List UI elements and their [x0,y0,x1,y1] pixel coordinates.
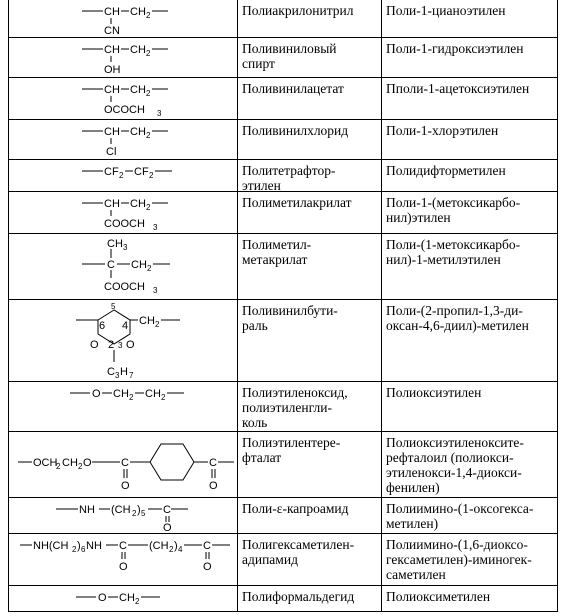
svg-text:2: 2 [169,545,174,554]
structural-formula [8,192,236,234]
svg-text:O: O [203,561,212,573]
svg-text:CH: CH [104,6,120,18]
iupac-name: Поли-(1-метоксикарбо- нил)-1-метилэтилен [386,237,521,267]
trivial-name: Полигексаметилен- адипамид [242,537,355,567]
svg-text:C: C [209,457,217,469]
structural-formula [8,78,236,120]
iupac-name: Поли-1-цианоэтилен [386,3,506,18]
iupac-name: Поли-(2-пропил-1,3-ди- оксан-4,6-диил)-метилен [386,303,529,333]
trivial-name: Поливиниловый спирт [242,41,337,71]
svg-text:CH: CH [130,44,146,56]
structural-formula [8,38,236,78]
svg-text:3: 3 [118,341,123,350]
svg-text:2: 2 [149,171,154,180]
svg-text:2: 2 [72,545,77,554]
table-border-right [557,0,558,612]
iupac-name: Полиимино-(1,6-диоксо- гексаметилен)-иминогек- саметилен [386,537,532,582]
svg-text:CH: CH [145,388,161,400]
svg-text:C: C [163,504,171,516]
table-row [8,78,558,120]
table-border-left [8,0,9,612]
trivial-name: Политетрафтор- этилен [242,163,336,193]
svg-text:C: C [107,259,115,271]
column-divider [381,0,382,612]
svg-text:6: 6 [99,320,106,332]
svg-text:CH: CH [139,315,155,327]
table-row [8,534,558,586]
svg-text:COOCH: COOCH [104,218,145,230]
svg-text:O: O [83,457,92,469]
svg-text:6: 6 [81,545,86,554]
structural-formula [8,498,236,534]
svg-text:(CH: (CH [149,540,169,552]
svg-text:4: 4 [178,545,183,554]
svg-text:CH: CH [119,592,135,604]
table-row [8,120,558,160]
svg-text:): ) [174,540,178,552]
trivial-name: Полиэтиленоксид, полиэтиленгли- коль [242,385,348,430]
svg-text:7: 7 [129,371,134,380]
table-row [8,0,558,38]
table-row [8,38,558,78]
svg-text:OCOCH: OCOCH [104,104,145,116]
svg-text:2: 2 [146,131,151,140]
svg-text:2: 2 [132,509,137,518]
svg-text:Cl: Cl [106,146,117,158]
structural-formula [8,160,236,192]
svg-text:2: 2 [78,462,83,471]
iupac-name: Полиоксиэтиленоксите- рефталоил (полиокси- этиленокси-1,4-диокси- фенилен) [386,435,524,495]
svg-text:C: C [121,457,129,469]
iupac-name: Полиоксиметилен [386,589,491,604]
svg-text:NH: NH [86,540,102,552]
svg-text:3: 3 [153,286,158,295]
svg-text:COOCH: COOCH [104,281,145,293]
table-row [8,192,558,234]
structural-formula [8,300,236,382]
structural-formula [8,120,236,160]
svg-text:O: O [98,592,107,604]
svg-text:2: 2 [108,339,115,351]
iupac-name: Поли-1-хлорэтилен [386,123,499,138]
svg-text:5: 5 [111,302,116,311]
svg-text:3: 3 [123,243,128,252]
svg-text:CH: CH [104,84,120,96]
trivial-name: Полиакрилонитрил [242,3,354,18]
svg-text:C: C [203,540,211,552]
svg-text:CN: CN [104,25,120,37]
svg-text:2: 2 [56,462,61,471]
iupac-name: Полиоксиэтилен [386,385,482,400]
trivial-name: Поливинилхлорид [242,123,349,138]
svg-text:C: C [119,540,127,552]
svg-text:C: C [107,366,115,378]
structural-formula [8,0,236,38]
svg-text:2: 2 [146,11,151,20]
iupac-name: Полидифторметилен [386,163,506,178]
svg-text:2: 2 [146,89,151,98]
iupac-name: Поли-1-(метоксикарбо- нил)этилен [386,195,521,225]
svg-text:OCH: OCH [33,457,58,469]
svg-text:2: 2 [147,264,152,273]
svg-text:O: O [90,339,99,351]
svg-text:H: H [120,366,128,378]
trivial-name: Поливинилбути- раль [242,303,338,333]
table-row [8,586,558,612]
table-row [8,382,558,432]
svg-text:CH: CH [104,198,120,210]
structural-formula [8,234,236,300]
svg-text:O: O [126,339,135,351]
svg-text:CH: CH [130,84,146,96]
svg-text:O: O [119,561,128,573]
trivial-name: Полиметилакрилат [242,195,352,210]
svg-text:2: 2 [155,320,160,329]
svg-text:CH: CH [62,457,78,469]
svg-text:O: O [92,388,101,400]
column-divider [237,0,238,612]
svg-text:O: O [163,522,172,534]
iupac-name: Пполи-1-ацетоксиэтилен [386,81,530,96]
table-row [8,498,558,534]
svg-text:CH: CH [130,6,146,18]
trivial-name: Полиформальдегид [242,589,355,604]
svg-text:2: 2 [135,597,140,606]
svg-text:CH: CH [113,388,129,400]
svg-text:NH(CH: NH(CH [33,540,69,552]
svg-text:CH: CH [131,259,147,271]
svg-text:CH: CH [107,238,123,250]
svg-text:2: 2 [119,171,124,180]
svg-text:4: 4 [122,320,129,332]
trivial-name: Полиэтилентере- фталат [242,435,341,465]
svg-text:2: 2 [146,203,151,212]
svg-text:OH: OH [104,64,121,76]
table-row [8,234,558,300]
svg-text:CF: CF [134,166,149,178]
svg-text:3: 3 [157,109,162,118]
svg-text:O: O [209,480,218,492]
svg-text:3: 3 [115,371,120,380]
table-row [8,300,558,382]
svg-text:CF: CF [104,166,119,178]
table-row [8,160,558,192]
polymer-table [8,0,558,612]
table-row [8,432,558,498]
structural-formula [8,382,236,432]
svg-text:5: 5 [141,509,146,518]
structural-formula [8,586,236,612]
svg-text:): ) [77,540,81,552]
svg-text:): ) [137,504,141,516]
svg-text:CH: CH [104,44,120,56]
svg-text:CH: CH [130,198,146,210]
svg-text:(CH: (CH [111,504,131,516]
iupac-name: Полиимино-(1-оксогекса- метилен) [386,501,534,531]
svg-text:2: 2 [161,393,166,402]
svg-text:2: 2 [146,49,151,58]
svg-text:3: 3 [153,223,158,232]
svg-text:O: O [121,480,130,492]
structural-formula [8,534,236,586]
structural-formula [8,432,236,498]
trivial-name: Полиметил- метакрилат [242,237,312,267]
svg-text:NH: NH [79,504,95,516]
svg-text:CH: CH [104,126,120,138]
trivial-name: Поли-ε-капроамид [242,501,349,516]
iupac-name: Поли-1-гидроксиэтилен [386,41,524,56]
svg-text:CH: CH [130,126,146,138]
svg-text:2: 2 [129,393,134,402]
trivial-name: Поливинилацетат [242,81,344,96]
